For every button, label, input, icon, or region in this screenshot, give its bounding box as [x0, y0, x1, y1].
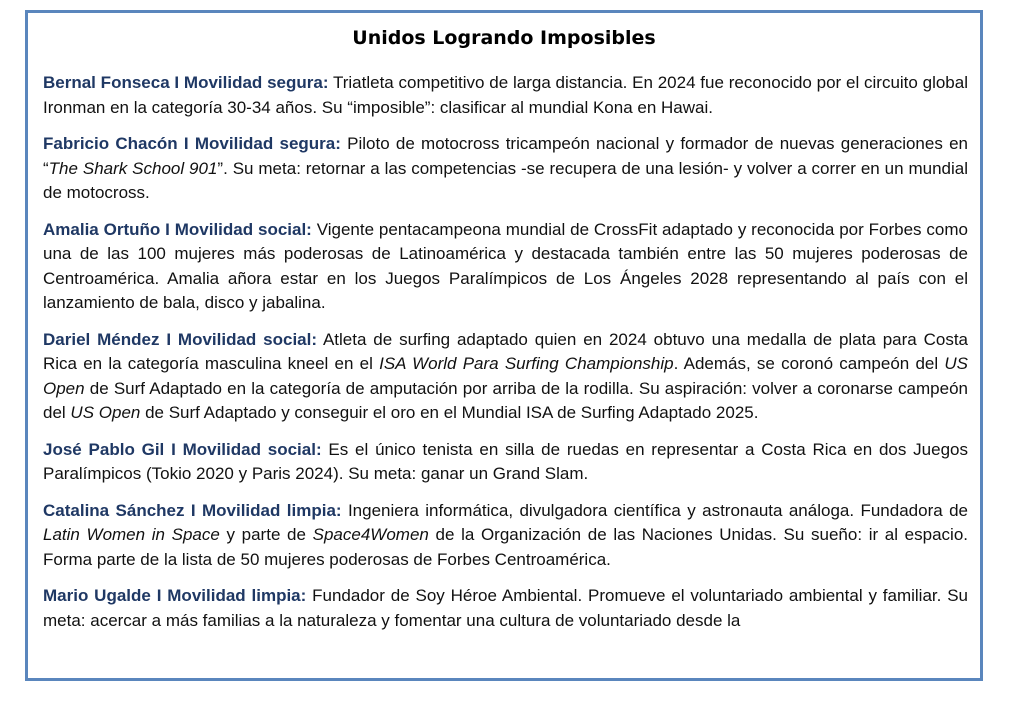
- entry-italic-text: ISA World Para Surfing Championship: [379, 354, 674, 373]
- entry-text: ”. Su meta: retornar a las competencias -se recupera de una lesión- y volver a correr en un mundial de motocross.: [43, 158, 969, 202]
- document-title: Unidos Logrando Imposibles: [352, 27, 656, 49]
- entry-name: Bernal Fonseca I Movilidad segura:: [43, 73, 329, 92]
- entry-name: Catalina Sánchez I Movilidad limpia:: [43, 500, 342, 520]
- document-frame: [25, 10, 983, 681]
- entry-name: Fabricio Chacón I Movilidad segura:: [43, 134, 341, 153]
- entry-fabricio-chacon: [43, 132, 968, 206]
- entry-text: Vigente pentacampeona mundial de CrossFit adaptado y reconocida por Forbes como una de las 100 mujeres más poderosas de Latinoamérica y destacada también entre las 50 mujeres poderosas de Centroamérica. Amalia añora estar en los Juegos Paralímpicos de Los Ángeles 2028 representando al país con el lanzamiento de bala, disco y jabalina.: [43, 219, 968, 312]
- entry-amalia-ortuno: [43, 218, 968, 316]
- entry-text: de Surf Adaptado y conseguir el oro en el Mundial ISA de Surfing Adaptado 2025.: [140, 403, 759, 422]
- entry-italic-text: US Open: [43, 354, 968, 398]
- entry-name: Mario Ugalde I Movilidad limpia:: [43, 586, 307, 605]
- entry-text: Es el único tenista en silla de ruedas en representar a Costa Rica en dos Juegos Paralímpicos (Tokio 2020 y Paris 2024). Su meta: ganar un Grand Slam.: [43, 439, 968, 483]
- entry-text: de la Organización de las Naciones Unidas. Su sueño: ir al espacio. Forma parte de la lista de 50 mujeres poderosas de Forbes Centroamérica.: [43, 525, 968, 569]
- entry-text: y parte de: [219, 525, 313, 544]
- entry-bernal-fonseca: [43, 71, 968, 120]
- entry-italic-text: The Shark School 901: [48, 158, 218, 178]
- entry-name: Amalia Ortuño I Movilidad social:: [43, 219, 312, 239]
- entry-text: Ingeniera informática, divulgadora científica y astronauta análoga. Fundadora de: [341, 500, 968, 520]
- entry-jose-pablo-gil: [43, 438, 968, 487]
- entry-text: Atleta de surfing adaptado quien en 2024 obtuvo una medalla de plata para Costa Rica en la categoría masculina kneel en el: [43, 329, 969, 373]
- entry-catalina-sanchez: [43, 499, 968, 573]
- entry-text: Fundador de Soy Héroe Ambiental. Promueve el voluntariado ambiental y familiar. Su meta: acercar a más familias a la naturaleza y fomentar una cultura de voluntariado desde la: [43, 586, 968, 630]
- entry-text: . Además, se coronó campeón del: [673, 354, 945, 373]
- entry-text: Triatleta competitivo de larga distancia. En 2024 fue reconocido por el circuito global Ironman en la categoría 30-34 años. Su “imposible”: clasificar al mundial Kona en Hawai.: [43, 73, 968, 117]
- entry-name: Dariel Méndez I Movilidad social:: [43, 329, 318, 349]
- entry-italic-text: US Open: [70, 403, 141, 422]
- entry-name: José Pablo Gil I Movilidad social:: [43, 439, 322, 459]
- entries-list: [43, 71, 968, 645]
- entry-mario-ugalde: [43, 584, 968, 633]
- entry-text: Piloto de motocross tricampeón nacional y formador de nuevas generaciones en “: [43, 134, 968, 178]
- entry-italic-text: Space4Women: [312, 525, 429, 544]
- entry-dariel-mendez: [43, 328, 968, 426]
- entry-italic-text: Latin Women in Space: [43, 525, 220, 544]
- entry-text: de Surf Adaptado en la categoría de amputación por arriba de la rodilla. Su aspiración: volver a coronarse campeón del: [43, 378, 968, 422]
